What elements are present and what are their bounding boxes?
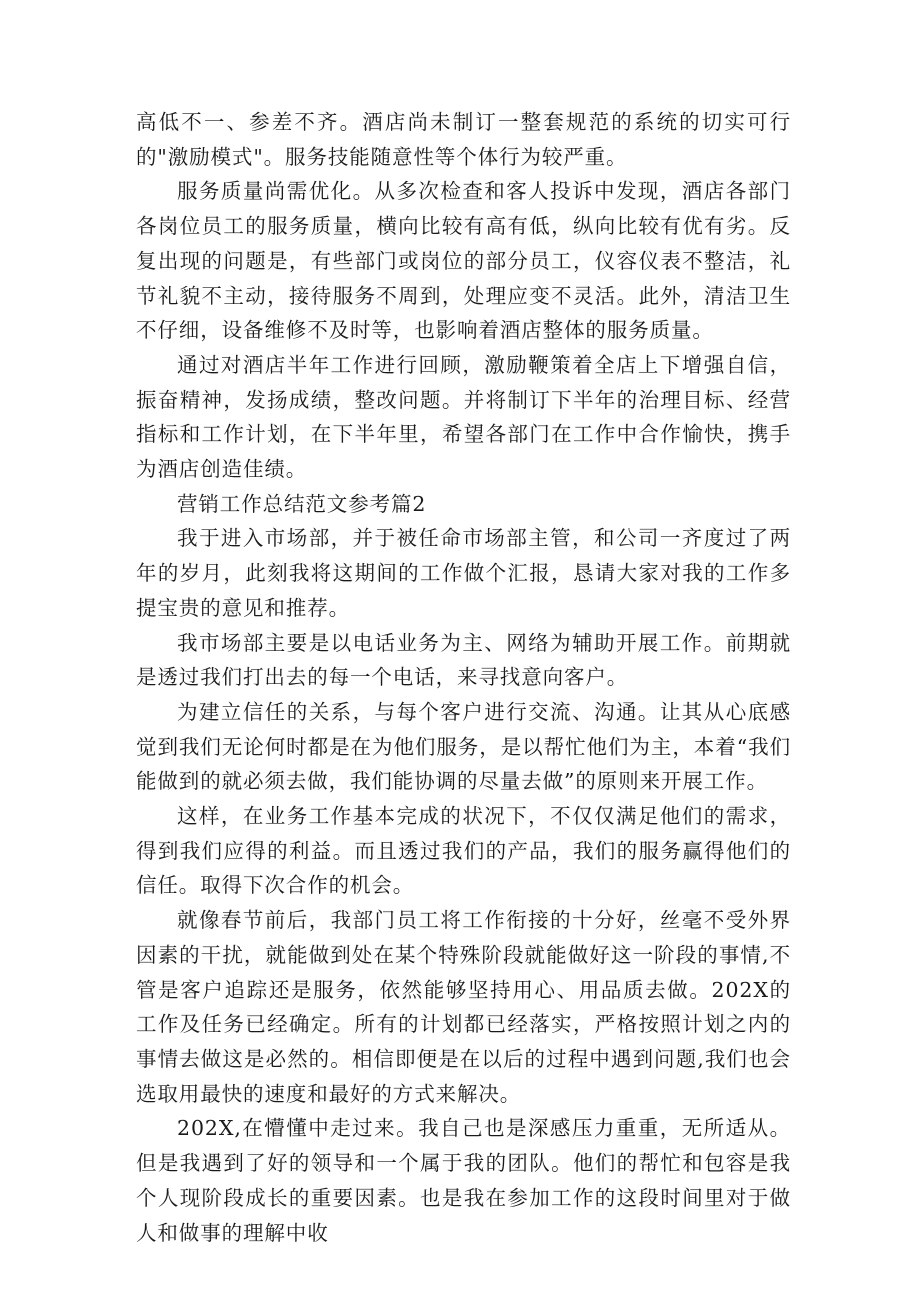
paragraph-8: 就像春节前后，我部门员工将工作衔接的十分好，丝毫不受外界因素的干扰，就能做到处在某个特殊阶段就能做好这一阶段的事情,不管是客户追踪还是服务，依然能够坚持用心、用品质去做。202X的工作及任务已经确定。所有的计划都已经落实，严格按照计划之内的事情去做这是必然的。相信即便是在以后的过程中遇到问题,我们也会选取用最快的速度和最好的方式来解决。: [136, 908, 791, 1106]
paragraph-7: 这样，在业务工作基本完成的状况下，不仅仅满足他们的需求，得到我们应得的利益。而且透过我们的产品，我们的服务赢得他们的信任。取得下次合作的机会。: [136, 804, 791, 898]
section-heading: 营销工作总结范文参考篇2: [177, 491, 427, 516]
paragraph-3: 通过对酒店半年工作进行回顾，激励鞭策着全店上下增强自信，振奋精神，发扬成绩，整改问题。并将制订下半年的治理目标、经营指标和工作计划，在下半年里，希望各部门在工作中合作愉快，携手为酒店创造佳绩。: [136, 352, 791, 482]
paragraph-2: 服务质量尚需优化。从多次检查和客人投诉中发现，酒店各部门各岗位员工的服务质量，横向比较有高有低，纵向比较有优有劣。反复出现的问题是，有些部门或岗位的部分员工，仪容仪表不整洁，礼节礼貌不主动，接待服务不周到，处理应变不灵活。此外，清洁卫生不仔细，设备维修不及时等，也影响着酒店整体的服务质量。: [136, 179, 791, 343]
document-body: [136, 105, 791, 1250]
paragraph-9: 202X,在懵懂中走过来。我自己也是深感压力重重，无所适从。但是我遇到了好的领导和一个属于我的团队。他们的帮忙和包容是我个人现阶段成长的重要因素。也是我在参加工作的这段时间里对于做人和做事的理解中收: [136, 1116, 791, 1245]
paragraph-4: 我于进入市场部，并于被任命市场部主管，和公司一齐度过了两年的岁月，此刻我将这期间的工作做个汇报，恳请大家对我的工作多提宝贵的意见和推荐。: [136, 526, 791, 620]
paragraph-6: 为建立信任的关系，与每个客户进行交流、沟通。让其从心底感觉到我们无论何时都是在为他们服务，是以帮忙他们为主，本着“我们能做到的就必须去做，我们能协调的尽量去做”的原则来开展工作。: [136, 699, 791, 794]
paragraph-1: 高低不一、参差不齐。酒店尚未制订一整套规范的系统的切实可行的"激励模式"。服务技能随意性等个体行为较严重。: [136, 110, 791, 169]
paragraph-5: 我市场部主要是以电话业务为主、网络为辅助开展工作。前期就是透过我们打出去的每一个电话，来寻找意向客户。: [136, 630, 791, 690]
